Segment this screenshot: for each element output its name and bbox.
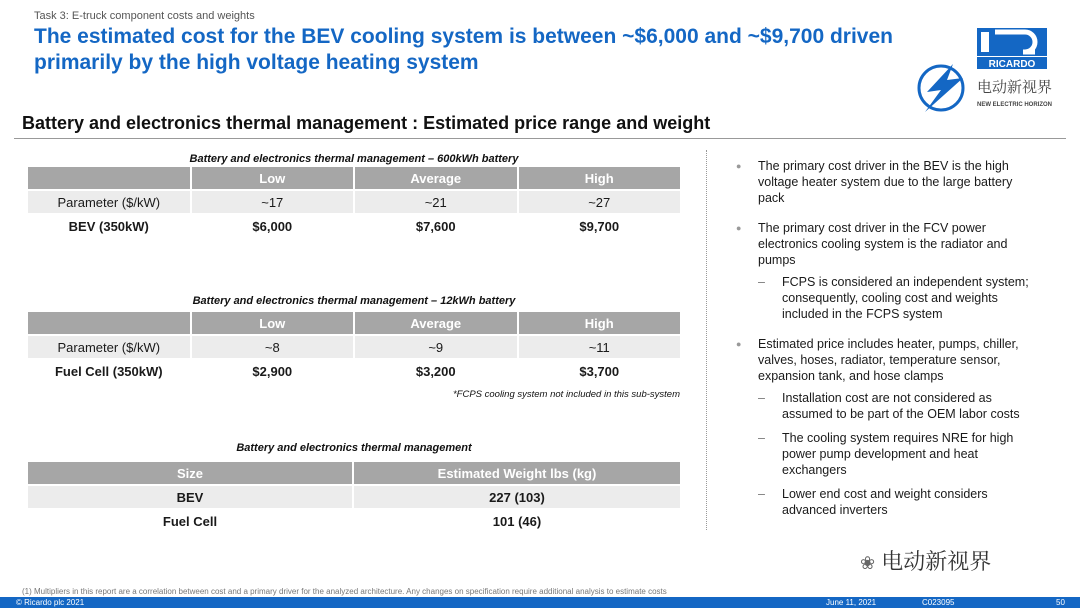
sub-bullet-item: – Installation cost are not considered as assumed to be part of the OEM labor costs [736, 390, 1036, 422]
footer-page-number: 50 [1056, 598, 1065, 607]
sub-bullet-item: – FCPS is considered an independent system; consequently, cooling cost and weights included in the FCPS system [736, 274, 1036, 322]
header-cell: High [519, 167, 681, 189]
table-cell: ~27 [519, 191, 681, 213]
table-cell: ~17 [192, 191, 353, 213]
table-cell: Fuel Cell (350kW) [54, 363, 163, 379]
table-row [28, 510, 680, 532]
header-cell: High [519, 312, 681, 334]
section-divider [14, 138, 1066, 139]
section-title: Battery and electronics thermal management : Estimated price range and weight [22, 113, 711, 133]
header-cell [28, 167, 190, 189]
task-label: Task 3: E-truck component costs and weights [34, 10, 255, 22]
logo-brand: RICARDO [988, 59, 1036, 70]
logo-cn-name: 电动新视界 [977, 78, 1053, 96]
table3-caption: Battery and electronics thermal management [236, 442, 472, 454]
table-cell: ~9 [355, 336, 517, 358]
footer-doc-code: C023095 [922, 598, 955, 607]
table2-caption: Battery and electronics thermal management – 12kWh battery [192, 295, 516, 307]
footer-bar [0, 597, 1080, 608]
bullet-item: ● Estimated price includes heater, pumps, chiller, valves, hoses, radiator, temperature sensor, expansion tank, and hose clamps [736, 336, 1036, 384]
table-cell: Fuel Cell [162, 513, 218, 529]
table-cell: BEV [28, 486, 352, 508]
header-cell: Estimated Weight lbs (kg) [354, 462, 680, 484]
table-row [28, 360, 680, 382]
table-cell: ~11 [519, 336, 681, 358]
table-row [28, 191, 680, 213]
bullet-item: ● The primary cost driver in the BEV is the high voltage heater system due to the large battery pack [736, 158, 1036, 206]
footer-copyright: © Ricardo plc 2021 [16, 598, 85, 607]
table-cell: 101 (46) [492, 513, 542, 529]
table-cell: $2,900 [252, 363, 293, 379]
header-cell: Low [192, 312, 353, 334]
table-cell: $7,600 [415, 218, 456, 234]
table-header-row [28, 462, 680, 484]
table-600kwh [26, 165, 682, 239]
column-divider [706, 150, 707, 530]
wechat-icon: ❀ [860, 553, 876, 573]
header-cell: Average [355, 167, 517, 189]
table1-caption: Battery and electronics thermal management – 600kWh battery [189, 153, 519, 165]
watermark [860, 545, 991, 576]
table-row [28, 486, 680, 508]
header-cell: Size [28, 462, 352, 484]
table-cell: Parameter ($/kW) [28, 336, 190, 358]
table-cell: $9,700 [579, 218, 620, 234]
table2-note: *FCPS cooling system not included in this sub-system [452, 389, 680, 400]
bullet-item: ● The primary cost driver in the FCV power electronics cooling system is the radiator and pumps [736, 220, 1036, 268]
table-row [28, 336, 680, 358]
table-header-row [28, 312, 680, 334]
bullet-list [736, 158, 1036, 526]
table-header-row [28, 167, 680, 189]
logo-tagline: NEW ELECTRIC HORIZON [977, 102, 1052, 108]
sub-bullet-item: – The cooling system requires NRE for high power pump development and heat exchangers [736, 430, 1036, 478]
footnote: (1) Multipliers in this report are a correlation between cost and a primary driver for the analyzed architecture. Any changes on specification require additional analysis to estimate costs [22, 587, 667, 596]
table-cell: Parameter ($/kW) [28, 191, 190, 213]
header-cell: Low [192, 167, 353, 189]
logo-graphic [905, 26, 1075, 112]
footer-date: June 11, 2021 [826, 598, 877, 607]
table-cell: BEV (350kW) [68, 218, 149, 234]
header-cell: Average [355, 312, 517, 334]
table-row [28, 215, 680, 237]
table-cell: 227 (103) [354, 486, 680, 508]
watermark-text: 电动新视界 [881, 549, 992, 574]
table-cell: $6,000 [252, 218, 293, 234]
table-cell: ~8 [192, 336, 353, 358]
table-weight [26, 460, 682, 534]
ricardo-logo [905, 26, 1075, 112]
sub-bullet-item: – Lower end cost and weight considers advanced inverters [736, 486, 1036, 518]
page-title: The estimated cost for the BEV cooling system is between ~$6,000 and ~$9,700 driven primarily by the high voltage heating system [34, 25, 893, 74]
table-cell: $3,200 [415, 363, 456, 379]
table-cell: ~21 [355, 191, 517, 213]
table-cell: $3,700 [579, 363, 620, 379]
table-12kwh [26, 310, 682, 384]
header-cell [28, 312, 190, 334]
